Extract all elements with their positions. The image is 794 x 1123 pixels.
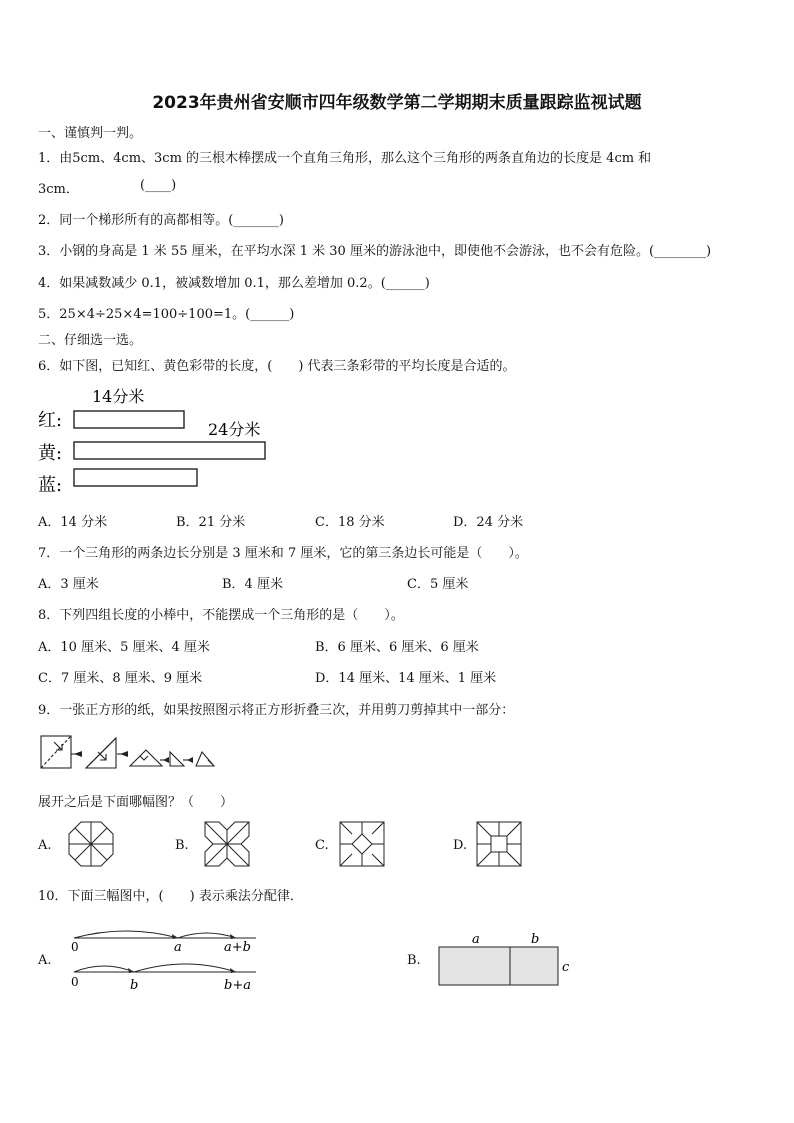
blue-label: 蓝:: [38, 475, 63, 496]
q8-option-c[interactable]: C．7 厘米、8 厘米、9 厘米: [38, 671, 203, 686]
rect-label-a: a: [472, 932, 480, 947]
yellow-label: 黄:: [38, 443, 63, 464]
rect-label-b: b: [531, 932, 540, 947]
q9-option-c[interactable]: C.: [315, 838, 329, 853]
question-6: 6．如下图，已知红、黄色彩带的长度，( ) 代表三条彩带的平均长度是合适的。: [38, 359, 516, 374]
question-5: 5．25×4÷25×4=100÷100=1。(______): [38, 307, 295, 322]
rectangle-area-figure: [436, 928, 576, 990]
question-1-blank[interactable]: (____): [140, 178, 177, 193]
q7-option-a[interactable]: A．3 厘米: [38, 577, 99, 592]
q6-option-d[interactable]: D．24 分米: [453, 515, 524, 530]
q6-option-a[interactable]: A．14 分米: [38, 515, 108, 530]
red-length-label: 14分米: [92, 387, 145, 406]
q7-option-b[interactable]: B．4 厘米: [222, 577, 283, 592]
square-diamond-figure: [338, 820, 386, 868]
number-line-zero-top: 0: [71, 940, 79, 954]
rect-label-c: c: [562, 960, 570, 975]
number-line-a-plus-b: a+b: [224, 940, 251, 955]
question-2: 2．同一个梯形所有的高都相等。(_______): [38, 213, 284, 228]
blue-ribbon: [74, 469, 197, 486]
q8-option-d[interactable]: D．14 厘米、14 厘米、1 厘米: [315, 671, 497, 686]
page-title: 2023年贵州省安顺市四年级数学第二学期期末质量跟踪监视试题: [152, 93, 642, 113]
q9-option-b[interactable]: B.: [175, 838, 189, 853]
question-1-line-2: 3cm．: [38, 182, 79, 197]
fold-sequence-figure: [38, 730, 220, 774]
question-9: 9．一张正方形的纸，如果按照图示将正方形折叠三次，并用剪刀剪掉其中一部分：: [38, 703, 515, 718]
question-9-ask: 展开之后是下面哪幅图？（ ）: [38, 795, 234, 810]
ribbon-figure: [32, 382, 282, 500]
red-ribbon: [74, 411, 184, 428]
question-7: 7．一个三角形的两条边长分别是 3 厘米和 7 厘米，它的第三条边长可能是（ ）。: [38, 546, 528, 561]
question-4: 4．如果减数减少 0.1，被减数增加 0.1，那么差增加 0.2。(______): [38, 276, 430, 291]
question-1-line-1: 1．由5cm、4cm、3cm 的三根木棒摆成一个直角三角形，那么这个三角形的两条直角边的长度是 4cm 和: [38, 151, 652, 166]
number-line-b: b: [130, 978, 139, 993]
q10-option-b[interactable]: B.: [407, 953, 421, 968]
q9-option-a[interactable]: A.: [38, 838, 52, 853]
square-center-square-figure: [475, 820, 523, 868]
section-heading-1: 一、谨慎判一判。: [38, 126, 143, 141]
question-3: 3．小钢的身高是 1 米 55 厘米，在平均水深 1 米 30 厘米的游泳池中，即使他不会游泳，也不会有危险。(________): [38, 244, 712, 259]
number-line-figure: [66, 920, 266, 996]
q8-option-a[interactable]: A．10 厘米、5 厘米、4 厘米: [38, 640, 210, 655]
q9-option-d[interactable]: D.: [453, 838, 468, 853]
question-10: 10．下面三幅图中，( ) 表示乘法分配律．: [38, 889, 303, 904]
octagon-figure: [67, 820, 115, 868]
q10-option-a[interactable]: A.: [38, 953, 52, 968]
number-line-zero-bottom: 0: [71, 975, 79, 989]
q8-option-b[interactable]: B．6 厘米、6 厘米、6 厘米: [315, 640, 479, 655]
cut-corner-star-figure: [203, 820, 251, 868]
q7-option-c[interactable]: C．5 厘米: [407, 577, 469, 592]
red-label: 红:: [38, 410, 63, 431]
number-line-a: a: [174, 940, 182, 955]
yellow-length-label: 24分米: [208, 420, 261, 439]
number-line-b-plus-a: b+a: [224, 978, 251, 993]
yellow-ribbon: [74, 442, 265, 459]
question-8: 8．下列四组长度的小棒中，不能摆成一个三角形的是（ ）。: [38, 608, 404, 623]
q6-option-c[interactable]: C．18 分米: [315, 515, 385, 530]
q6-option-b[interactable]: B．21 分米: [176, 515, 246, 530]
section-heading-2: 二、仔细选一选。: [38, 333, 143, 348]
